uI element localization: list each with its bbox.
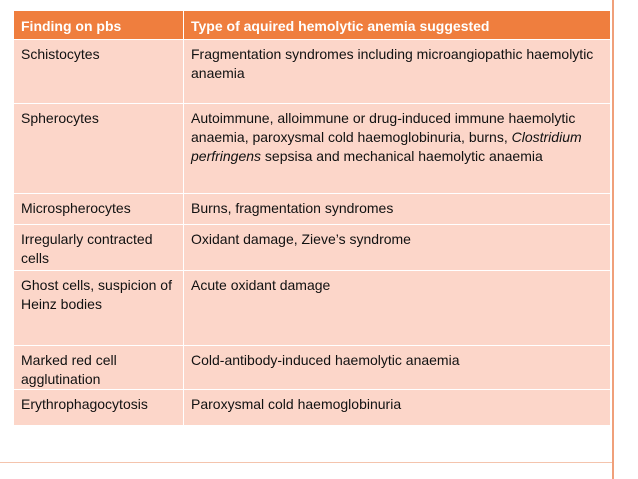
table-row	[14, 225, 611, 271]
finding-cell: Marked red cell agglutination	[14, 346, 184, 390]
finding-cell: Spherocytes	[14, 104, 184, 194]
type-text-italic: Clostridium perfringens	[191, 129, 582, 164]
hemolytic-anemia-table	[13, 10, 611, 426]
table-header-row	[14, 11, 611, 40]
table-row	[14, 194, 611, 225]
type-text-part2: sepsisa and mechanical haemolytic anaemia	[261, 148, 543, 164]
type-cell: Burns, fragmentation syndromes	[184, 194, 611, 225]
table-row	[14, 104, 611, 194]
finding-cell: Ghost cells, suspicion of Heinz bodies	[14, 271, 184, 346]
type-cell: Oxidant damage, Zieve’s syndrome	[184, 225, 611, 271]
finding-cell: Irregularly contracted cells	[14, 225, 184, 271]
type-cell: Paroxysmal cold haemoglobinuria	[184, 390, 611, 426]
finding-cell: Microspherocytes	[14, 194, 184, 225]
slide-bottom-rule	[0, 462, 612, 463]
type-cell	[184, 104, 611, 194]
table-row	[14, 40, 611, 104]
finding-cell: Erythrophagocytosis	[14, 390, 184, 426]
table-row	[14, 346, 611, 390]
header-type: Type of aquired hemolytic anemia suggested	[184, 11, 611, 40]
type-cell: Cold-antibody-induced haemolytic anaemia	[184, 346, 611, 390]
table-row	[14, 271, 611, 346]
type-cell: Fragmentation syndromes including microangiopathic haemolytic anaemia	[184, 40, 611, 104]
header-finding: Finding on pbs	[14, 11, 184, 40]
table-row	[14, 390, 611, 426]
slide-right-rule	[612, 0, 614, 479]
finding-cell: Schistocytes	[14, 40, 184, 104]
type-cell: Acute oxidant damage	[184, 271, 611, 346]
type-text-part1: Autoimmune, alloimmune or drug-induced immune haemolytic anaemia, paroxysmal cold haemoglobinuria, burns,	[191, 110, 576, 145]
